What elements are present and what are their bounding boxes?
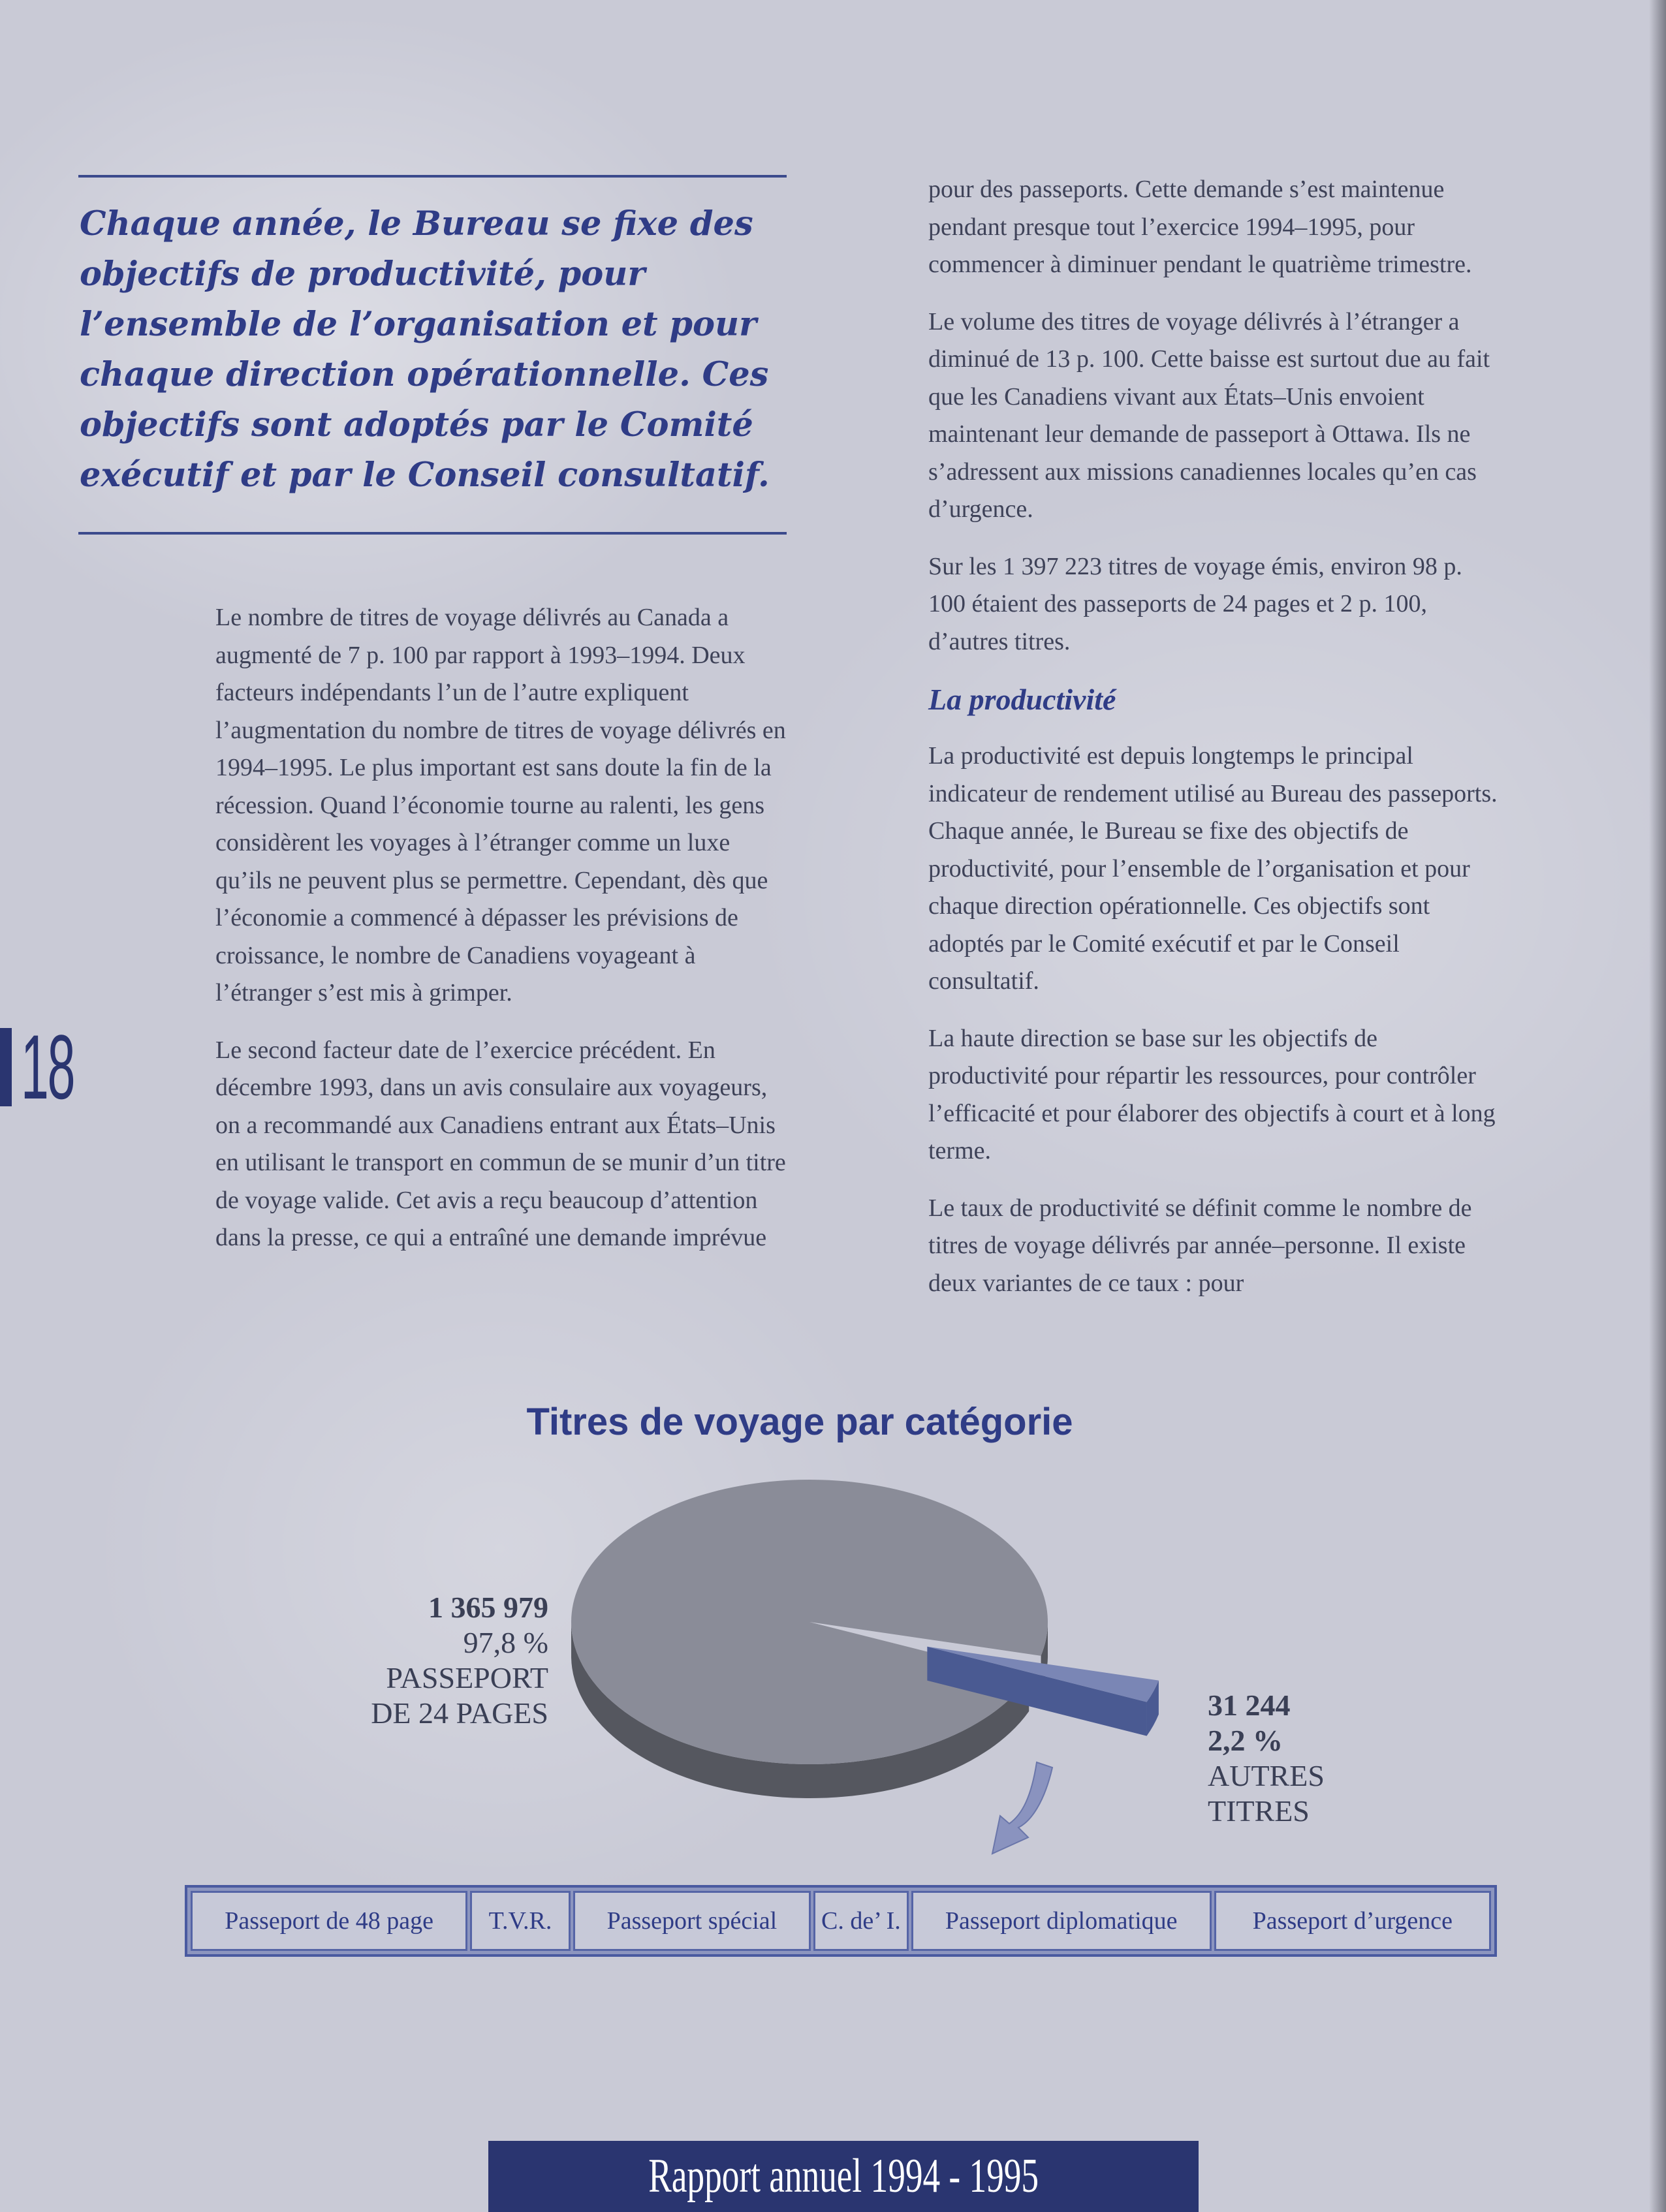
breakdown-item: T.V.R. [470, 1891, 570, 1951]
paragraph: La haute direction se base sur les objectifs de productivité pour répartir les ressources, pour contrôler l’efficacité et pour élaborer des objectifs à court et à long terme. [928, 1024, 1496, 1164]
paragraph: Le taux de productivité se définit comme le nombre de titres de voyage délivrés par année–personne. Il existe deux variantes de ce taux : pour [928, 1194, 1472, 1297]
pie-label-main-name-2: DE 24 PAGES [371, 1696, 548, 1730]
pullquote-bottom-rule [78, 532, 787, 535]
right-column [928, 171, 1503, 1322]
breakdown-legend [185, 1885, 1497, 1957]
chart-title: Titres de voyage par catégorie [526, 1401, 1073, 1443]
pie-label-main-percent: 97,8 % [463, 1626, 548, 1659]
section-heading: La productivité [928, 683, 1116, 716]
breakdown-item: Passeport spécial [573, 1891, 811, 1951]
paragraph: Le volume des titres de voyage délivrés à l’étranger a diminué de 13 p. 100. Cette baisse est surtout due au fait que les Canadiens vivant aux États–Unis envoient maintenant leur demande de passeport à Ottawa. Ils ne s’adressent aux missions canadiennes locales qu’en cas d’urgence. [928, 307, 1490, 523]
paragraph: Sur les 1 397 223 titres de voyage émis, environ 98 p. 100 étaient des passeports de 24 pages et 2 p. 100, d’autres titres. [928, 552, 1462, 655]
pie-label-main-name-1: PASSEPORT [386, 1661, 548, 1694]
breakdown-item: Passeport de 48 page [191, 1891, 467, 1951]
arrow-icon [992, 1762, 1052, 1854]
pie-slice-main [571, 1480, 1048, 1764]
pie-label-main-value: 1 365 979 [428, 1591, 548, 1624]
pullquote: Chaque année, le Bureau se fixe des objectifs de productivité, pour l’ensemble de l’organisation et pour chaque direction opérationnelle. Ces objectifs sont adoptés par le Comité exécutif et par le Conseil consultatif. [80, 204, 770, 495]
paragraph: Le second facteur date de l’exercice précédent. En décembre 1993, dans un avis consulaire aux voyageurs, on a recommandé aux Canadiens entrant aux États–Unis en utilisant le transport en commun de se munir d’un titre de voyage valide. Cet avis a reçu beaucoup d’attention dans la presse, ce qui a entraîné une demande imprévue [215, 1036, 786, 1251]
page-number-text: 18 [21, 1016, 74, 1118]
pie-label-other-percent: 2,2 % [1208, 1724, 1283, 1757]
breakdown-item: Passeport d’urgence [1214, 1891, 1491, 1951]
breakdown-item: C. de’ I. [813, 1891, 908, 1951]
pie-label-main [294, 1590, 548, 1731]
pie-label-other-name-2: TITRES [1208, 1794, 1310, 1828]
page-number [0, 1016, 118, 1118]
page-number-bar [0, 1028, 12, 1106]
paragraph: Le nombre de titres de voyage délivrés au Canada a augmenté de 7 p. 100 par rapport à 1993–1994. Deux facteurs indépendants l’un de l’autre expliquent l’augmentation du nombre de titres de voyage délivrés en 1994–1995. Le plus important est sans doute la fin de la récession. Quand l’économie tourne au ralenti, les gens considèrent les voyages à l’étranger comme un luxe qu’ils ne peuvent plus se permettre. Cependant, dès que l’économie a commencé à dépasser les prévisions de croissance, le nombre de Canadiens voyageant à l’étranger s’est mis à grimper. [215, 604, 786, 1006]
pie-label-other-name-1: AUTRES [1208, 1759, 1325, 1792]
footer-title: Rapport annuel 1994 - 1995 [648, 2149, 1039, 2203]
pie-label-other [1208, 1688, 1469, 1829]
paragraph: La productivité est depuis longtemps le principal indicateur de rendement utilisé au Bureau des passeports. Chaque année, le Bureau se fixe des objectifs de productivité, pour l’ensemble de l’organisation et pour chaque direction opérationnelle. Ces objectifs sont adoptés par le Comité exécutif et par le Conseil consultatif. [928, 742, 1498, 995]
breakdown-item: Passeport diplomatique [911, 1891, 1212, 1951]
paragraph: pour des passeports. Cette demande s’est maintenue pendant presque tout l’exercice 1994–1995, pour commencer à diminuer pendant le quatrième trimestre. [928, 176, 1472, 278]
pie-label-other-value: 31 244 [1208, 1689, 1291, 1722]
pullquote-top-rule [78, 175, 787, 178]
left-column [215, 599, 790, 1277]
footer-banner [488, 2141, 1199, 2212]
